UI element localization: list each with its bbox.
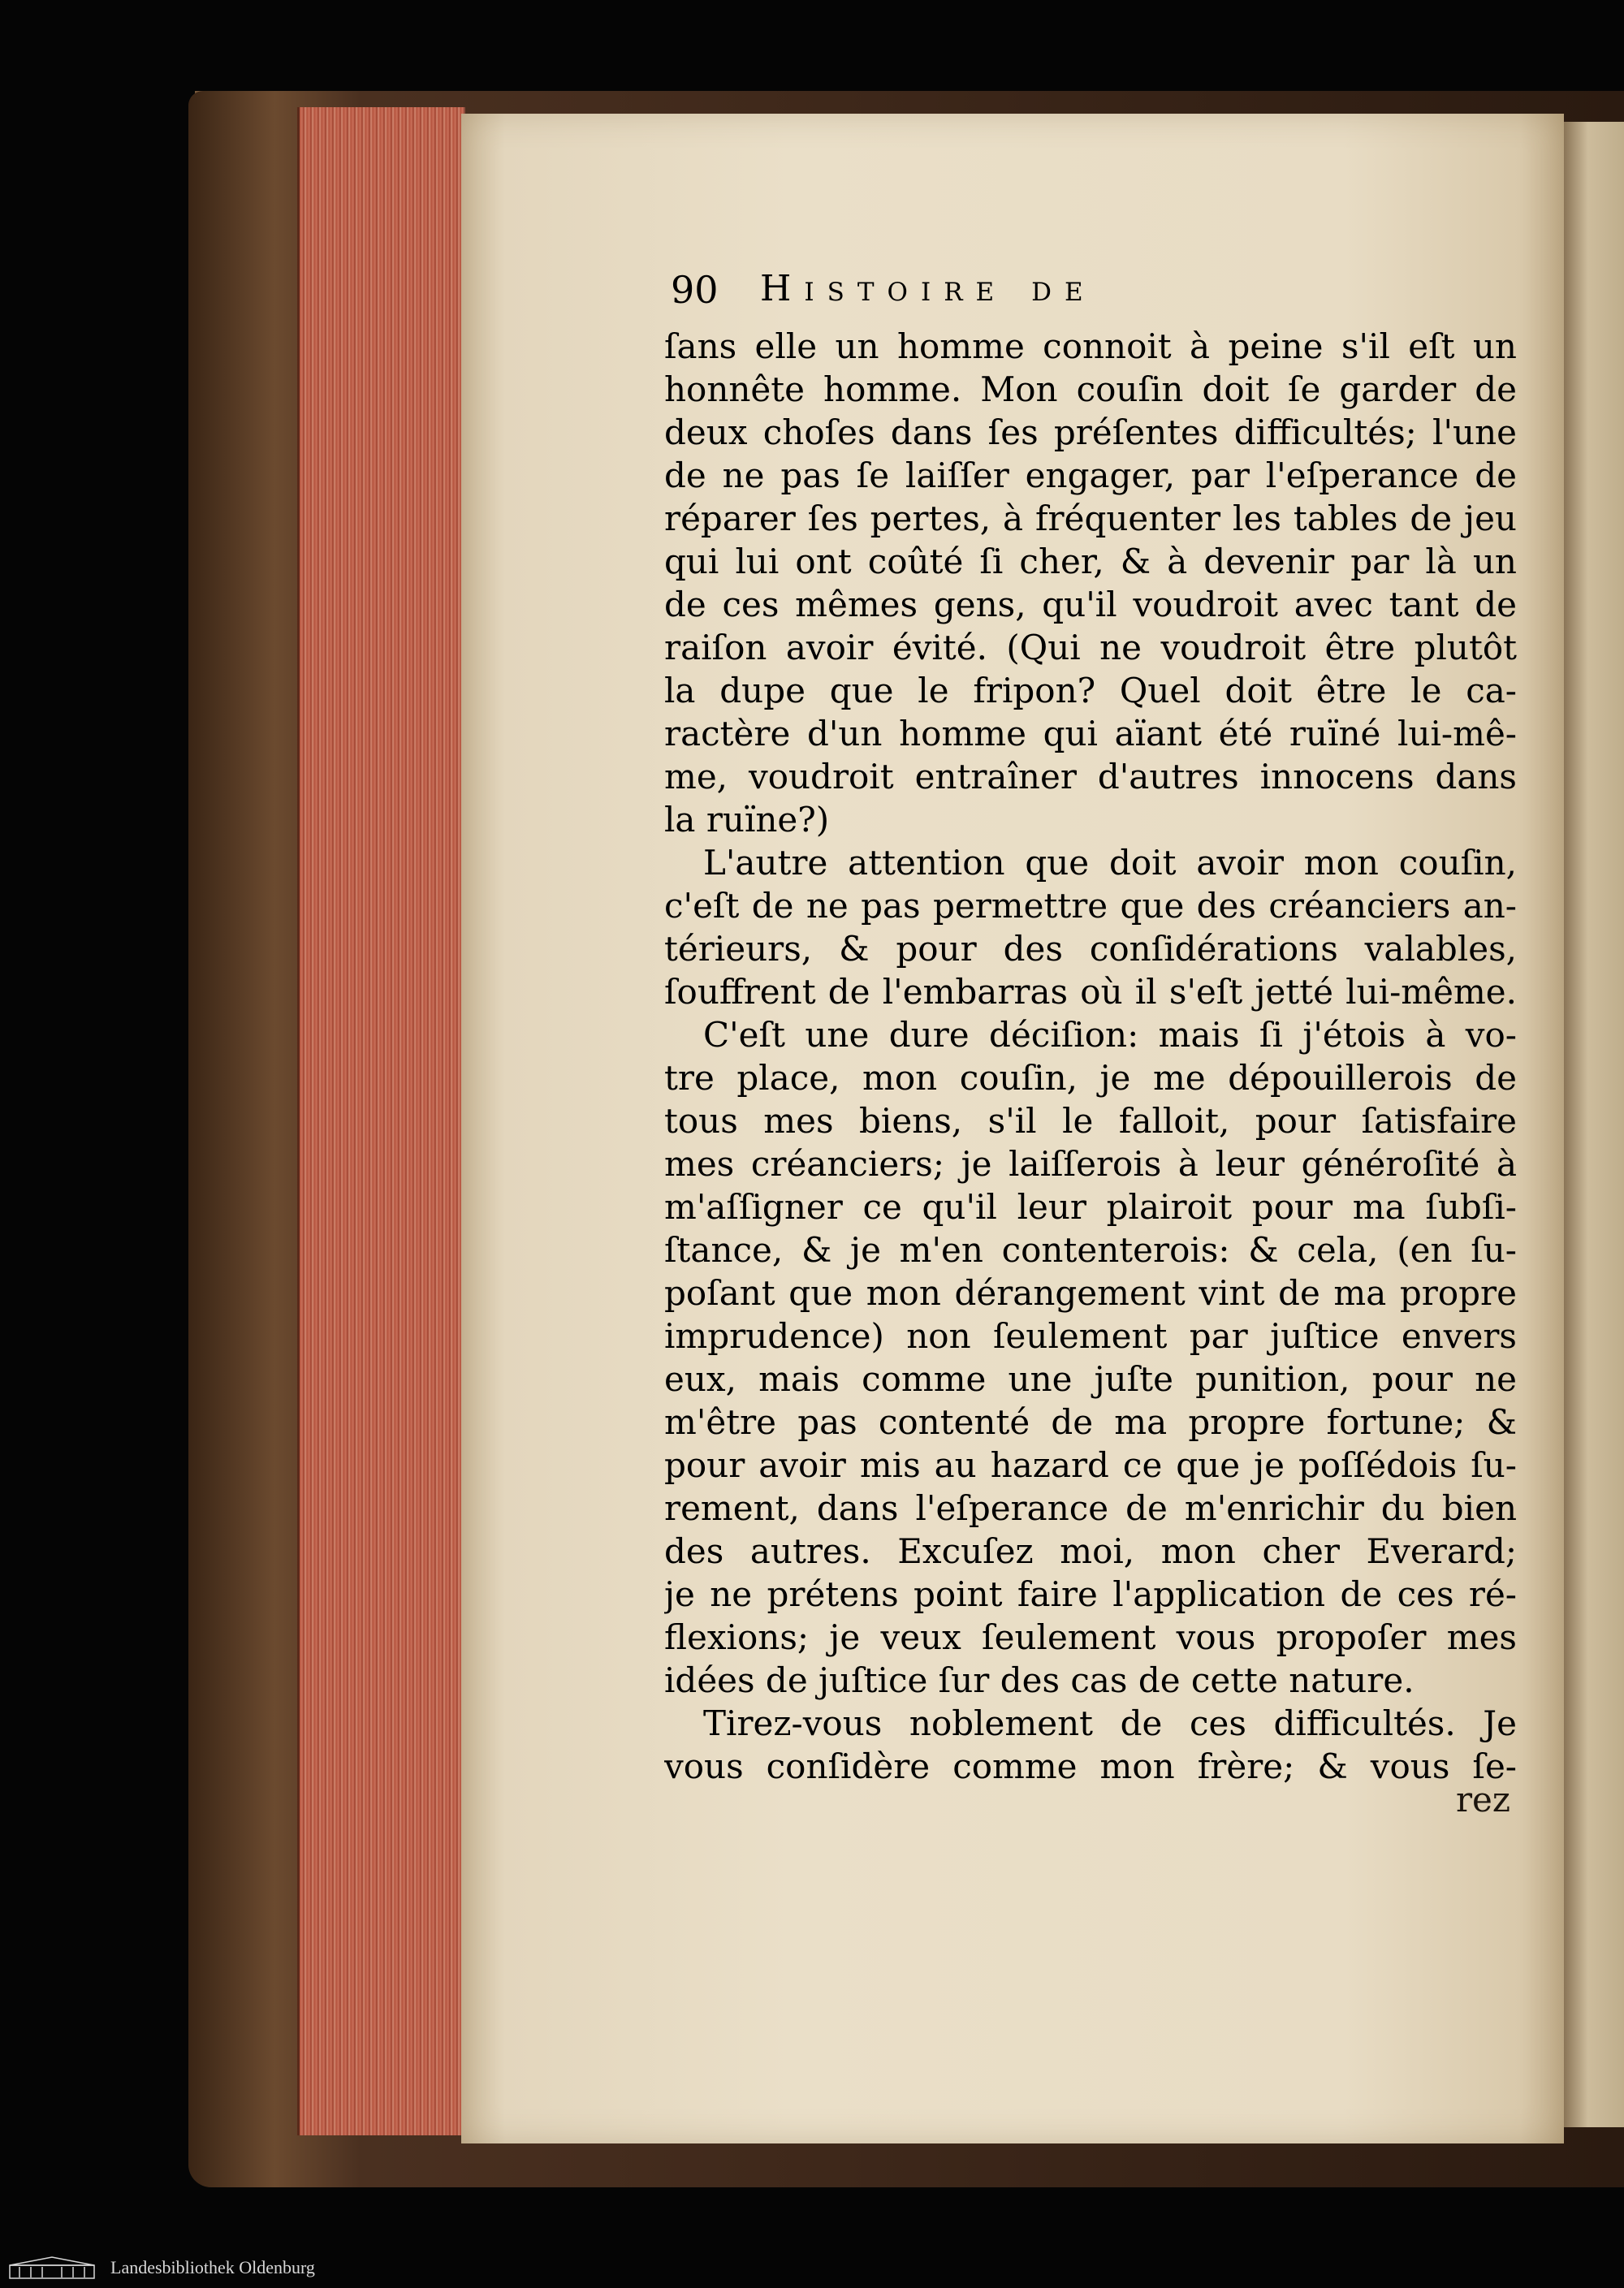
text-line: C'eſt une dure déciſion: mais ſi j'étois à vo-: [703, 1015, 1517, 1055]
text-line: poſant que mon dérangement vint de ma propre: [664, 1273, 1517, 1313]
text-line: raiſon avoir évité. (Qui ne voudroit être plutôt: [664, 628, 1517, 667]
text-line: tous mes biens, s'il le falloit, pour ſatisfaire: [664, 1101, 1517, 1141]
page-header: [671, 268, 1320, 313]
page-number: 90: [671, 268, 719, 312]
running-title: Histoire de: [760, 268, 1096, 309]
text-line: ſans elle un homme connoit à peine s'il eſt un: [664, 326, 1517, 366]
text-line: Tirez-vous noblement de ces difficultés. Je: [703, 1703, 1517, 1743]
library-building-icon: [8, 2256, 96, 2280]
facing-page-edge: [1564, 122, 1624, 2127]
text-line: m'être pas contenté de ma propre fortune; &: [664, 1402, 1517, 1442]
text-line: c'eſt de ne pas permettre que des créanciers an-: [664, 886, 1517, 926]
text-line: me, voudroit entraîner d'autres innocens dans: [664, 757, 1517, 796]
text-line: imprudence) non ſeulement par juſtice envers: [664, 1316, 1517, 1356]
text-line: ſtance, & je m'en contenterois: & cela, (en ſu-: [664, 1230, 1517, 1270]
page-text: [664, 325, 1517, 1788]
text-line: tre place, mon couſin, je me dépouillerois de: [664, 1058, 1517, 1098]
text-line: L'autre attention que doit avoir mon couſin,: [703, 843, 1517, 883]
text-line: térieurs, & pour des conſidérations valables,: [664, 929, 1517, 969]
text-line: flexions; je veux ſeulement vous propoſer mes: [664, 1617, 1517, 1657]
text-line: honnête homme. Mon couſin doit ſe garder de: [664, 369, 1517, 409]
text-line: idées de juſtice ſur des cas de cette nature.: [664, 1660, 1415, 1700]
text-line: pour avoir mis au hazard ce que je poſſédois ſu-: [664, 1445, 1517, 1485]
text-line: mes créanciers; je laiſſerois à leur généroſité à: [664, 1144, 1517, 1184]
text-line: qui lui ont coûté ſi cher, & à devenir par là un: [664, 542, 1517, 581]
text-line: des autres. Excuſez moi, mon cher Everard;: [664, 1531, 1517, 1571]
text-line: de ces mêmes gens, qu'il voudroit avec tant de: [664, 585, 1517, 624]
text-line: la dupe que le fripon? Quel doit être le ca-: [664, 671, 1517, 710]
text-line: deux choſes dans ſes préſentes difficultés; l'une: [664, 412, 1517, 452]
text-line: réparer ſes pertes, à fréquenter les tables de jeu: [664, 499, 1517, 538]
text-line: rement, dans l'eſperance de m'enrichir du bien: [664, 1488, 1517, 1528]
page-fore-edge: [297, 107, 465, 2135]
text-line: ractère d'un homme qui aïant été ruïné lui-mê-: [664, 714, 1517, 753]
catchword: rez: [1455, 1780, 1510, 1820]
text-line: je ne prétens point faire l'application de ces ré-: [664, 1574, 1517, 1614]
text-line: m'aſſigner ce qu'il leur plairoit pour ma ſubſi-: [664, 1187, 1517, 1227]
text-line: ſouffrent de l'embarras où il s'eſt jetté lui-même.: [664, 972, 1517, 1012]
text-line: de ne pas ſe laiſſer engager, par l'eſperance de: [664, 455, 1517, 495]
text-line: vous conſidère comme mon frère; & vous ſe-: [664, 1746, 1517, 1786]
library-name: Landesbibliothek Oldenburg: [110, 2257, 315, 2277]
text-line: la ruïne?): [664, 800, 830, 840]
text-line: eux, mais comme une juſte punition, pour ne: [664, 1359, 1517, 1399]
